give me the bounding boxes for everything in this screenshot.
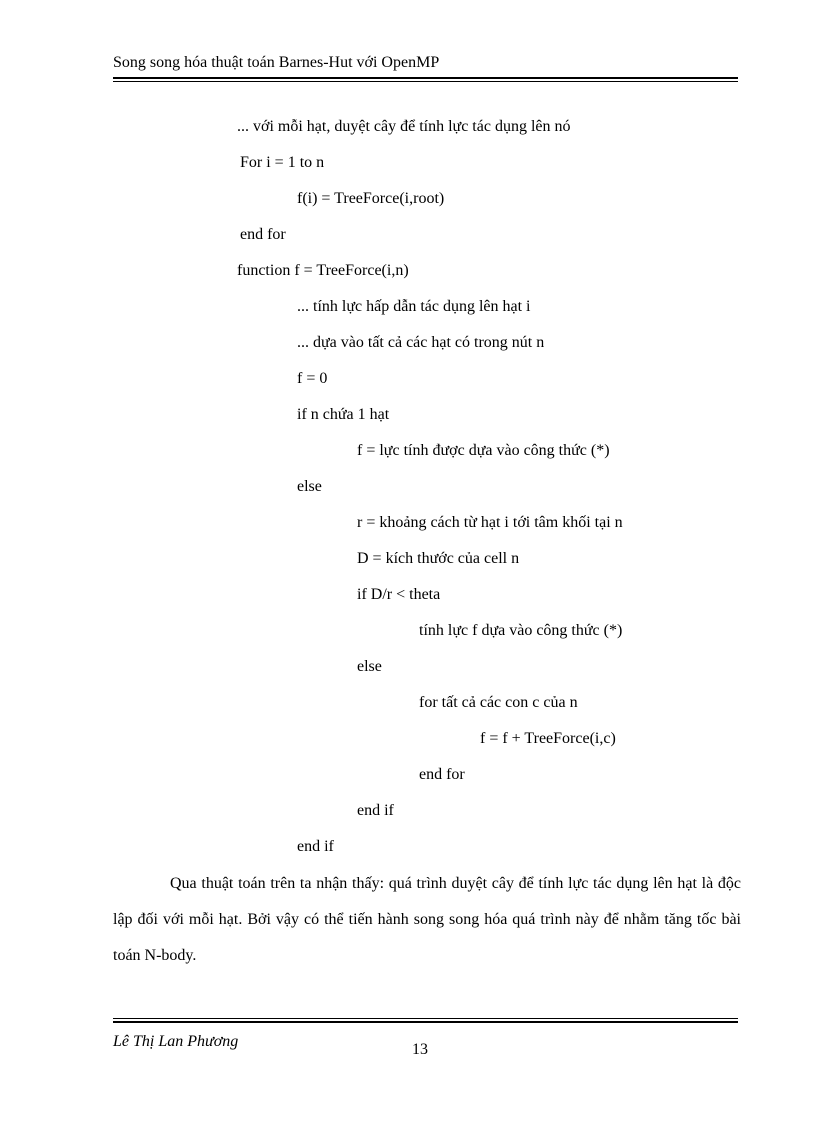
code-line: ... tính lực hấp dẫn tác dụng lên hạt i	[297, 298, 531, 315]
code-line: for tất cả các con c của n	[419, 694, 578, 711]
footer-rule-thin	[113, 1018, 738, 1019]
code-line: tính lực f dựa vào công thức (*)	[419, 622, 623, 639]
code-line: f(i) = TreeForce(i,root)	[297, 190, 445, 207]
header-rule-thin	[113, 81, 738, 82]
code-line: ... với mỗi hạt, duyệt cây để tính lực tác dụng lên nó	[237, 118, 571, 135]
footer-author: Lê Thị Lan Phương	[113, 1033, 239, 1050]
code-line: if n chứa 1 hạt	[297, 406, 390, 423]
footer-rule-thick	[113, 1021, 738, 1023]
code-line: end for	[240, 226, 286, 243]
code-line: f = lực tính được dựa vào công thức (*)	[357, 442, 610, 459]
body-paragraph: Qua thuật toán trên ta nhận thấy: quá trình duyệt cây để tính lực tác dụng lên hạt là độc lập đối với mỗi hạt. Bởi vậy có thể tiến hành song song hóa quá trình này để nhằm tăng tốc bài toán N-body.	[113, 875, 741, 964]
code-line: end if	[357, 802, 394, 819]
header-rule-thick	[113, 77, 738, 79]
code-line: ... dựa vào tất cả các hạt có trong nút n	[297, 334, 545, 351]
code-line: end for	[419, 766, 465, 783]
code-line: else	[297, 478, 322, 495]
code-line: function f = TreeForce(i,n)	[237, 262, 409, 279]
code-line: end if	[297, 838, 334, 855]
code-line: f = f + TreeForce(i,c)	[480, 730, 616, 747]
page-number: 13	[412, 1041, 428, 1058]
code-line: D = kích thước của cell n	[357, 550, 520, 567]
code-line: else	[357, 658, 382, 675]
code-line: r = khoảng cách từ hạt i tới tâm khối tại n	[357, 514, 623, 531]
code-line: f = 0	[297, 370, 328, 387]
code-line: For i = 1 to n	[240, 154, 325, 171]
header-title: Song song hóa thuật toán Barnes-Hut với OpenMP	[113, 54, 440, 71]
code-line: if D/r < theta	[357, 586, 441, 603]
